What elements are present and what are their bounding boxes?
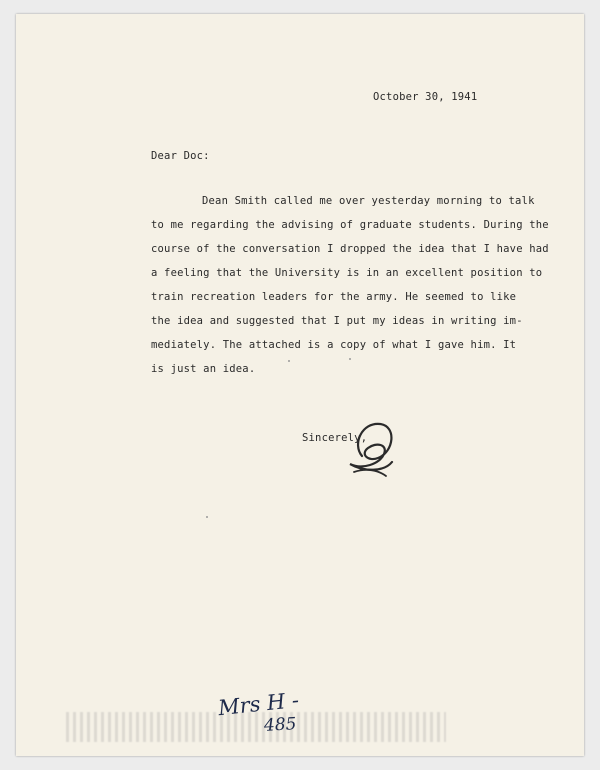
handwritten-name: Mrs H - [216, 687, 301, 721]
body-line: Dean Smith called me over yesterday morning to talk [202, 195, 535, 207]
salutation: Dear Doc: [151, 150, 210, 162]
body-line: course of the conversation I dropped the idea that I have had [151, 243, 549, 255]
body-line: a feeling that the University is in an excellent position to [151, 267, 543, 279]
letter-date: October 30, 1941 [373, 91, 478, 103]
body-line: to me regarding the advising of graduate students. During the [151, 219, 549, 231]
faded-stamp [66, 712, 446, 742]
body-line: mediately. The attached is a copy of what I gave him. It [151, 339, 517, 351]
body-line: is just an idea. [151, 363, 256, 375]
handwritten-number: 485 [263, 714, 297, 736]
letter-page [16, 14, 584, 756]
body-line: the idea and suggested that I put my ideas in writing im- [151, 315, 523, 327]
closing: Sincerely, [302, 432, 368, 444]
body-line: train recreation leaders for the army. He seemed to like [151, 291, 517, 303]
handwritten-signature-icon [342, 414, 412, 484]
